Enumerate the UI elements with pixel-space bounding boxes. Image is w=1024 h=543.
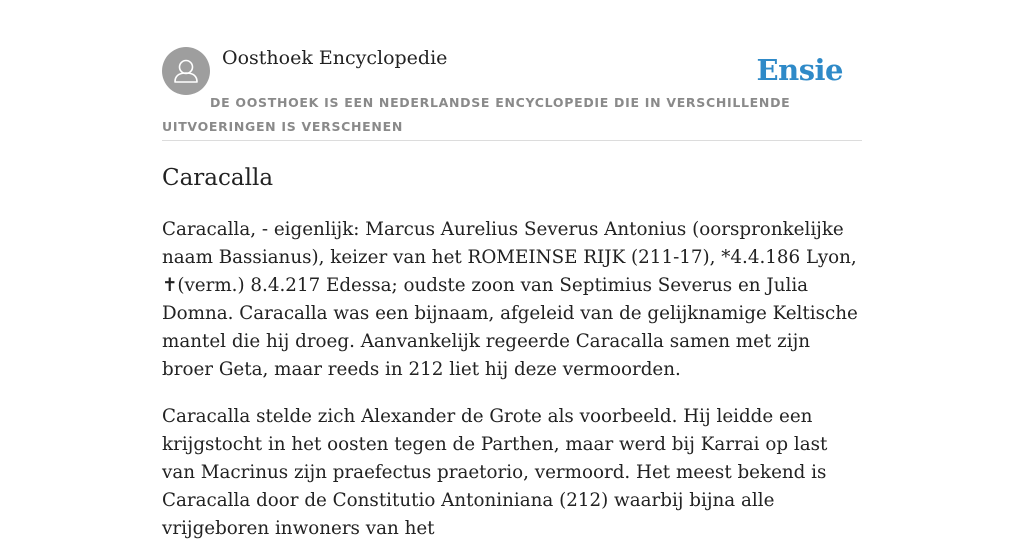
site-name-link[interactable]: Oosthoek Encyclopedie [222, 47, 448, 69]
article-paragraph-1: Caracalla, - eigenlijk: Marcus Aurelius Severus Antonius (oorspronkelijke naam Bassianus), keizer van het ROMEINSE RIJK (211-17), *4.4.186 Lyon, ✝(verm.) 8.4.217 Edessa; oudste zoon van Septimius Severus en Julia Domna. Caracalla was een bijnaam, afgeleid van de gelijknamige Keltische mantel die hij droeg. Aanvankelijk regeerde Caracalla samen met zijn broer Geta, maar reeds in 212 liet hij deze vermoorden. [162, 219, 858, 380]
user-avatar-icon[interactable] [162, 47, 210, 95]
article [162, 162, 862, 543]
ensie-logo[interactable]: Ensie [756, 53, 843, 87]
article-paragraph-2: Caracalla stelde zich Alexander de Grote als voorbeeld. Hij leidde een krijgstocht in het oosten tegen de Parthen, maar werd bij Karrai op last van Macrinus zijn praefectus praetorio, vermoord. Het meest bekend is Caracalla door de Constitutio Antoniniana (212) waarbij bijna alle vrijgeboren inwoners van het [162, 406, 828, 539]
site-header [162, 46, 862, 141]
article-title: Caracalla [162, 165, 274, 191]
site-tagline: DE OOSTHOEK IS EEN NEDERLANDSE ENCYCLOPEDIE DIE IN VERSCHILLENDE UITVOERINGEN IS VERSCHENEN [162, 95, 791, 134]
